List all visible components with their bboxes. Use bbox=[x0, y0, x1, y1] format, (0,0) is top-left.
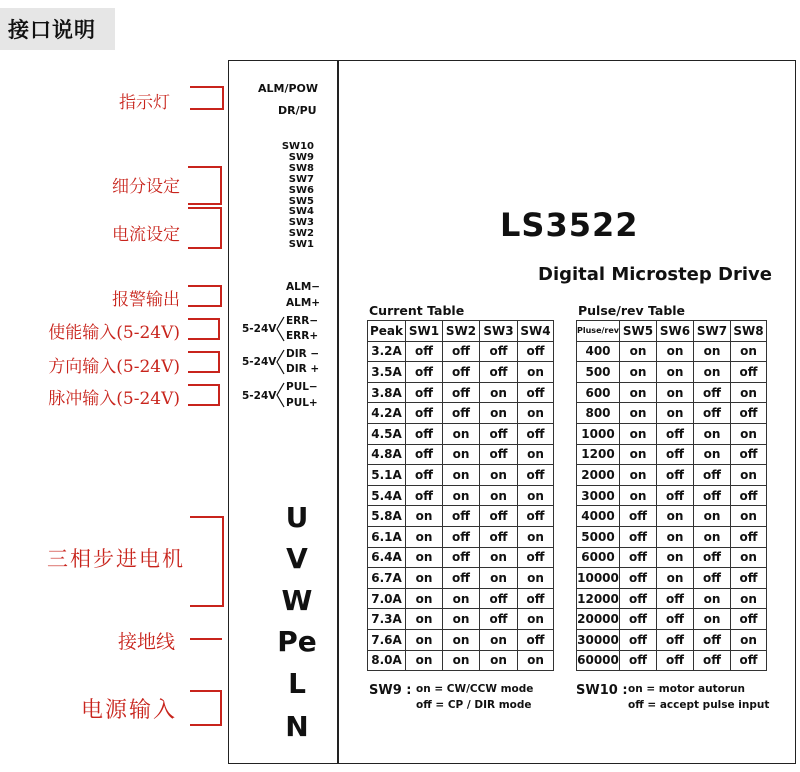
table-cell: 5000 bbox=[577, 526, 620, 547]
table-cell: on bbox=[518, 403, 554, 424]
product-subtitle: Digital Microstep Drive bbox=[538, 264, 772, 285]
table-cell: on bbox=[657, 568, 694, 589]
bracket-dir bbox=[188, 351, 220, 373]
table-cell: off bbox=[518, 547, 554, 568]
table-cell: off bbox=[731, 403, 767, 424]
label-power: 电源输入 bbox=[80, 698, 177, 723]
table-cell: off bbox=[694, 382, 731, 403]
term-pul-minus: PUL− bbox=[286, 381, 318, 393]
table-cell: on bbox=[406, 629, 443, 650]
table-row bbox=[577, 506, 767, 527]
table-cell: off bbox=[620, 609, 657, 630]
table-cell: off bbox=[657, 444, 694, 465]
table-cell: off bbox=[443, 568, 480, 589]
table-cell: 1000 bbox=[577, 423, 620, 444]
table-row bbox=[368, 547, 554, 568]
table-cell: on bbox=[620, 403, 657, 424]
table-row bbox=[368, 444, 554, 465]
table-cell: on bbox=[518, 650, 554, 671]
table-cell: off bbox=[657, 588, 694, 609]
term-dir-plus: DIR + bbox=[286, 363, 320, 375]
table-cell: on bbox=[657, 547, 694, 568]
table-cell: 7.0A bbox=[368, 588, 406, 609]
table-row bbox=[577, 465, 767, 486]
table-cell: off bbox=[518, 382, 554, 403]
label-enable-in: 使能输入(5-24V) bbox=[48, 323, 180, 343]
table-cell: 4000 bbox=[577, 506, 620, 527]
table-cell: off bbox=[443, 547, 480, 568]
sw10-on-note: on = motor autorun bbox=[628, 683, 745, 695]
table-cell: off bbox=[480, 423, 518, 444]
table-cell: 5.1A bbox=[368, 465, 406, 486]
table-cell: off bbox=[620, 547, 657, 568]
table-cell: on bbox=[657, 341, 694, 362]
table-cell: on bbox=[694, 506, 731, 527]
table-row bbox=[577, 568, 767, 589]
label-current: 电流设定 bbox=[112, 225, 180, 245]
table-cell: off bbox=[620, 650, 657, 671]
table-cell: off bbox=[657, 650, 694, 671]
table-cell: 5.4A bbox=[368, 485, 406, 506]
table-cell: on bbox=[620, 362, 657, 383]
table-cell: off bbox=[731, 526, 767, 547]
table-cell: on bbox=[406, 609, 443, 630]
table-cell: 10000 bbox=[577, 568, 620, 589]
table-row bbox=[577, 526, 767, 547]
voltage-pulse: 5-24V bbox=[242, 390, 277, 402]
bracket-indicator bbox=[190, 86, 224, 110]
table-cell: off bbox=[406, 465, 443, 486]
table-cell: on bbox=[406, 506, 443, 527]
table-cell: 1200 bbox=[577, 444, 620, 465]
table-cell: 3000 bbox=[577, 485, 620, 506]
table-cell: on bbox=[406, 588, 443, 609]
table-row bbox=[577, 362, 767, 383]
table-cell: on bbox=[620, 444, 657, 465]
table-cell: on bbox=[480, 629, 518, 650]
table-cell: 60000 bbox=[577, 650, 620, 671]
table-cell: on bbox=[518, 526, 554, 547]
table-cell: off bbox=[731, 444, 767, 465]
line-ground bbox=[190, 638, 222, 640]
table-cell: on bbox=[406, 547, 443, 568]
table-cell: off bbox=[406, 423, 443, 444]
table-cell: off bbox=[443, 526, 480, 547]
table-cell: on bbox=[480, 485, 518, 506]
table-row bbox=[368, 423, 554, 444]
bracket-current bbox=[188, 207, 222, 249]
dip-switch-label: SW2 bbox=[288, 228, 314, 240]
dip-switch-label: SW9 bbox=[288, 151, 314, 163]
voltage-brackets bbox=[274, 312, 286, 416]
table-row bbox=[368, 609, 554, 630]
bracket-motor bbox=[190, 516, 224, 607]
table-header-cell: SW2 bbox=[443, 321, 480, 342]
table-header-cell: Pluse/rev bbox=[577, 321, 620, 342]
table-cell: on bbox=[518, 362, 554, 383]
table-cell: off bbox=[694, 650, 731, 671]
table-cell: off bbox=[620, 526, 657, 547]
table-row bbox=[577, 341, 767, 362]
table-cell: 6.4A bbox=[368, 547, 406, 568]
term-alm-minus: ALM− bbox=[286, 281, 321, 293]
pulse-table bbox=[576, 320, 767, 671]
table-cell: 800 bbox=[577, 403, 620, 424]
table-cell: on bbox=[731, 465, 767, 486]
voltage-enable: 5-24V bbox=[242, 323, 277, 335]
table-cell: off bbox=[480, 362, 518, 383]
table-row bbox=[368, 568, 554, 589]
table-cell: off bbox=[443, 403, 480, 424]
table-cell: on bbox=[518, 609, 554, 630]
table-cell: on bbox=[620, 485, 657, 506]
table-cell: on bbox=[657, 506, 694, 527]
table-cell: off bbox=[620, 629, 657, 650]
table-cell: 4.8A bbox=[368, 444, 406, 465]
dip-switch-label: SW8 bbox=[288, 162, 314, 174]
table-cell: off bbox=[406, 341, 443, 362]
label-dir-in: 方向输入(5-24V) bbox=[48, 357, 180, 377]
header-title: 接口说明 bbox=[8, 18, 96, 42]
bracket-power bbox=[190, 690, 222, 726]
table-cell: off bbox=[443, 341, 480, 362]
table-header-cell: SW7 bbox=[694, 321, 731, 342]
table-cell: on bbox=[406, 650, 443, 671]
table-cell: on bbox=[694, 444, 731, 465]
table-row bbox=[577, 650, 767, 671]
table-cell: off bbox=[657, 465, 694, 486]
table-cell: off bbox=[694, 485, 731, 506]
table-cell: off bbox=[406, 485, 443, 506]
term-pe: Pe bbox=[277, 625, 317, 658]
table-cell: on bbox=[731, 506, 767, 527]
table-cell: on bbox=[518, 444, 554, 465]
table-cell: 5.8A bbox=[368, 506, 406, 527]
table-cell: 6.7A bbox=[368, 568, 406, 589]
table-header-cell: SW8 bbox=[731, 321, 767, 342]
current-table-title: Current Table bbox=[369, 303, 465, 318]
table-cell: 6000 bbox=[577, 547, 620, 568]
table-cell: on bbox=[657, 382, 694, 403]
table-row bbox=[368, 341, 554, 362]
current-table bbox=[367, 320, 554, 671]
table-cell: 7.3A bbox=[368, 609, 406, 630]
table-cell: off bbox=[657, 423, 694, 444]
dip-switch-label: SW7 bbox=[288, 173, 314, 185]
term-l: L bbox=[288, 667, 306, 700]
dip-switch-label: SW4 bbox=[288, 206, 314, 218]
table-cell: 7.6A bbox=[368, 629, 406, 650]
table-cell: on bbox=[694, 588, 731, 609]
table-row bbox=[577, 588, 767, 609]
table-header-cell: SW1 bbox=[406, 321, 443, 342]
table-cell: off bbox=[480, 526, 518, 547]
term-alm-pow: ALM/POW bbox=[258, 82, 319, 95]
model-name: LS3522 bbox=[500, 206, 639, 244]
table-row bbox=[368, 588, 554, 609]
table-cell: 30000 bbox=[577, 629, 620, 650]
bracket-alarm bbox=[188, 285, 222, 307]
table-cell: on bbox=[443, 629, 480, 650]
table-row bbox=[368, 382, 554, 403]
table-cell: on bbox=[480, 465, 518, 486]
term-n: N bbox=[285, 710, 309, 743]
table-cell: on bbox=[443, 650, 480, 671]
label-motor: 三相步进电机 bbox=[47, 547, 185, 571]
table-cell: off bbox=[518, 629, 554, 650]
table-cell: on bbox=[620, 465, 657, 486]
table-cell: off bbox=[518, 588, 554, 609]
table-cell: on bbox=[620, 382, 657, 403]
table-cell: on bbox=[731, 547, 767, 568]
table-cell: off bbox=[443, 362, 480, 383]
table-cell: on bbox=[443, 485, 480, 506]
table-cell: off bbox=[694, 403, 731, 424]
dip-switch-label: SW3 bbox=[288, 217, 314, 229]
table-cell: off bbox=[731, 568, 767, 589]
table-row bbox=[577, 609, 767, 630]
table-cell: on bbox=[443, 444, 480, 465]
table-cell: off bbox=[443, 506, 480, 527]
table-cell: on bbox=[731, 588, 767, 609]
table-cell: on bbox=[443, 609, 480, 630]
table-cell: on bbox=[406, 526, 443, 547]
dip-switch-labels bbox=[282, 142, 314, 251]
term-err-plus: ERR+ bbox=[286, 330, 319, 342]
table-cell: off bbox=[731, 650, 767, 671]
table-cell: 8.0A bbox=[368, 650, 406, 671]
table-cell: off bbox=[480, 341, 518, 362]
table-cell: off bbox=[694, 629, 731, 650]
sw10-label: SW10 : bbox=[576, 683, 628, 698]
table-cell: on bbox=[480, 547, 518, 568]
table-row bbox=[368, 465, 554, 486]
table-row bbox=[368, 650, 554, 671]
table-cell: on bbox=[620, 423, 657, 444]
dip-switch-label: SW1 bbox=[288, 239, 314, 251]
sw10-off-note: off = accept pulse input bbox=[628, 699, 770, 711]
label-ground: 接地线 bbox=[117, 631, 175, 653]
sw9-label: SW9 : bbox=[369, 683, 412, 698]
table-cell: off bbox=[694, 547, 731, 568]
table-cell: 3.5A bbox=[368, 362, 406, 383]
table-cell: on bbox=[518, 568, 554, 589]
dip-switch-label: SW10 bbox=[281, 141, 314, 152]
voltage-dir: 5-24V bbox=[242, 356, 277, 368]
table-cell: off bbox=[518, 506, 554, 527]
table-cell: off bbox=[731, 485, 767, 506]
table-header-cell: SW4 bbox=[518, 321, 554, 342]
term-v: V bbox=[286, 542, 308, 575]
table-header-row bbox=[577, 321, 767, 342]
bracket-enable bbox=[188, 318, 220, 340]
table-cell: off bbox=[406, 444, 443, 465]
table-cell: on bbox=[731, 423, 767, 444]
table-row bbox=[368, 485, 554, 506]
table-cell: on bbox=[443, 588, 480, 609]
table-cell: on bbox=[731, 382, 767, 403]
table-cell: on bbox=[480, 382, 518, 403]
label-alarm-out: 报警输出 bbox=[112, 290, 180, 310]
table-cell: on bbox=[480, 403, 518, 424]
table-cell: on bbox=[480, 650, 518, 671]
term-dr-pu: DR/PU bbox=[278, 104, 317, 117]
table-cell: off bbox=[694, 568, 731, 589]
table-cell: off bbox=[694, 465, 731, 486]
table-cell: off bbox=[406, 382, 443, 403]
table-cell: on bbox=[443, 465, 480, 486]
table-cell: off bbox=[657, 629, 694, 650]
sw9-on-note: on = CW/CCW mode bbox=[416, 683, 534, 695]
table-cell: off bbox=[480, 609, 518, 630]
header-bar bbox=[0, 8, 115, 50]
table-cell: 3.2A bbox=[368, 341, 406, 362]
dip-switch-label: SW6 bbox=[288, 184, 314, 196]
table-cell: 3.8A bbox=[368, 382, 406, 403]
table-cell: on bbox=[694, 609, 731, 630]
table-header-cell: SW6 bbox=[657, 321, 694, 342]
bracket-subdivision bbox=[188, 166, 222, 205]
pulse-table-title: Pulse/rev Table bbox=[578, 303, 686, 318]
table-cell: 4.5A bbox=[368, 423, 406, 444]
table-row bbox=[368, 403, 554, 424]
table-cell: on bbox=[731, 629, 767, 650]
table-row bbox=[577, 547, 767, 568]
table-cell: off bbox=[480, 588, 518, 609]
label-pulse-in: 脉冲输入(5-24V) bbox=[48, 389, 180, 409]
table-cell: on bbox=[406, 568, 443, 589]
table-cell: 2000 bbox=[577, 465, 620, 486]
table-cell: on bbox=[731, 341, 767, 362]
table-row bbox=[577, 629, 767, 650]
table-row bbox=[577, 485, 767, 506]
table-header-cell: SW3 bbox=[480, 321, 518, 342]
table-row bbox=[577, 423, 767, 444]
table-cell: on bbox=[443, 423, 480, 444]
table-cell: 6.1A bbox=[368, 526, 406, 547]
term-alm-plus: ALM+ bbox=[286, 297, 321, 309]
table-cell: off bbox=[657, 485, 694, 506]
label-subdivision: 细分设定 bbox=[112, 177, 180, 197]
table-cell: on bbox=[657, 362, 694, 383]
table-cell: off bbox=[518, 423, 554, 444]
table-cell: off bbox=[657, 609, 694, 630]
table-cell: on bbox=[620, 341, 657, 362]
table-cell: on bbox=[657, 403, 694, 424]
table-row bbox=[577, 444, 767, 465]
table-cell: off bbox=[443, 382, 480, 403]
term-dir-minus: DIR − bbox=[286, 348, 320, 360]
term-pul-plus: PUL+ bbox=[286, 397, 318, 409]
table-cell: off bbox=[518, 465, 554, 486]
table-cell: off bbox=[406, 403, 443, 424]
term-w: W bbox=[281, 584, 313, 617]
table-header-row bbox=[368, 321, 554, 342]
sw9-off-note: off = CP / DIR mode bbox=[416, 699, 532, 711]
dip-switch-label: SW5 bbox=[288, 195, 314, 207]
table-cell: on bbox=[694, 526, 731, 547]
table-cell: 400 bbox=[577, 341, 620, 362]
table-cell: on bbox=[694, 341, 731, 362]
term-u: U bbox=[285, 501, 309, 534]
table-row bbox=[577, 382, 767, 403]
term-err-minus: ERR− bbox=[286, 315, 319, 327]
table-cell: 20000 bbox=[577, 609, 620, 630]
label-indicator: 指示灯 bbox=[119, 93, 170, 113]
table-row bbox=[368, 629, 554, 650]
table-cell: off bbox=[406, 362, 443, 383]
table-cell: off bbox=[620, 506, 657, 527]
bracket-pulse bbox=[188, 384, 220, 406]
table-row bbox=[577, 403, 767, 424]
table-row bbox=[368, 362, 554, 383]
table-cell: off bbox=[620, 588, 657, 609]
table-cell: off bbox=[480, 444, 518, 465]
table-row bbox=[368, 526, 554, 547]
table-row bbox=[368, 506, 554, 527]
table-cell: on bbox=[518, 485, 554, 506]
table-cell: 4.2A bbox=[368, 403, 406, 424]
table-cell: off bbox=[731, 362, 767, 383]
table-cell: 500 bbox=[577, 362, 620, 383]
table-header-cell: SW5 bbox=[620, 321, 657, 342]
table-cell: on bbox=[694, 423, 731, 444]
table-cell: off bbox=[620, 568, 657, 589]
table-cell: 12000 bbox=[577, 588, 620, 609]
table-cell: on bbox=[480, 568, 518, 589]
table-cell: off bbox=[731, 609, 767, 630]
table-cell: off bbox=[518, 341, 554, 362]
table-cell: 600 bbox=[577, 382, 620, 403]
table-cell: on bbox=[657, 526, 694, 547]
table-cell: off bbox=[480, 506, 518, 527]
table-header-cell: Peak bbox=[368, 321, 406, 342]
table-cell: on bbox=[694, 362, 731, 383]
